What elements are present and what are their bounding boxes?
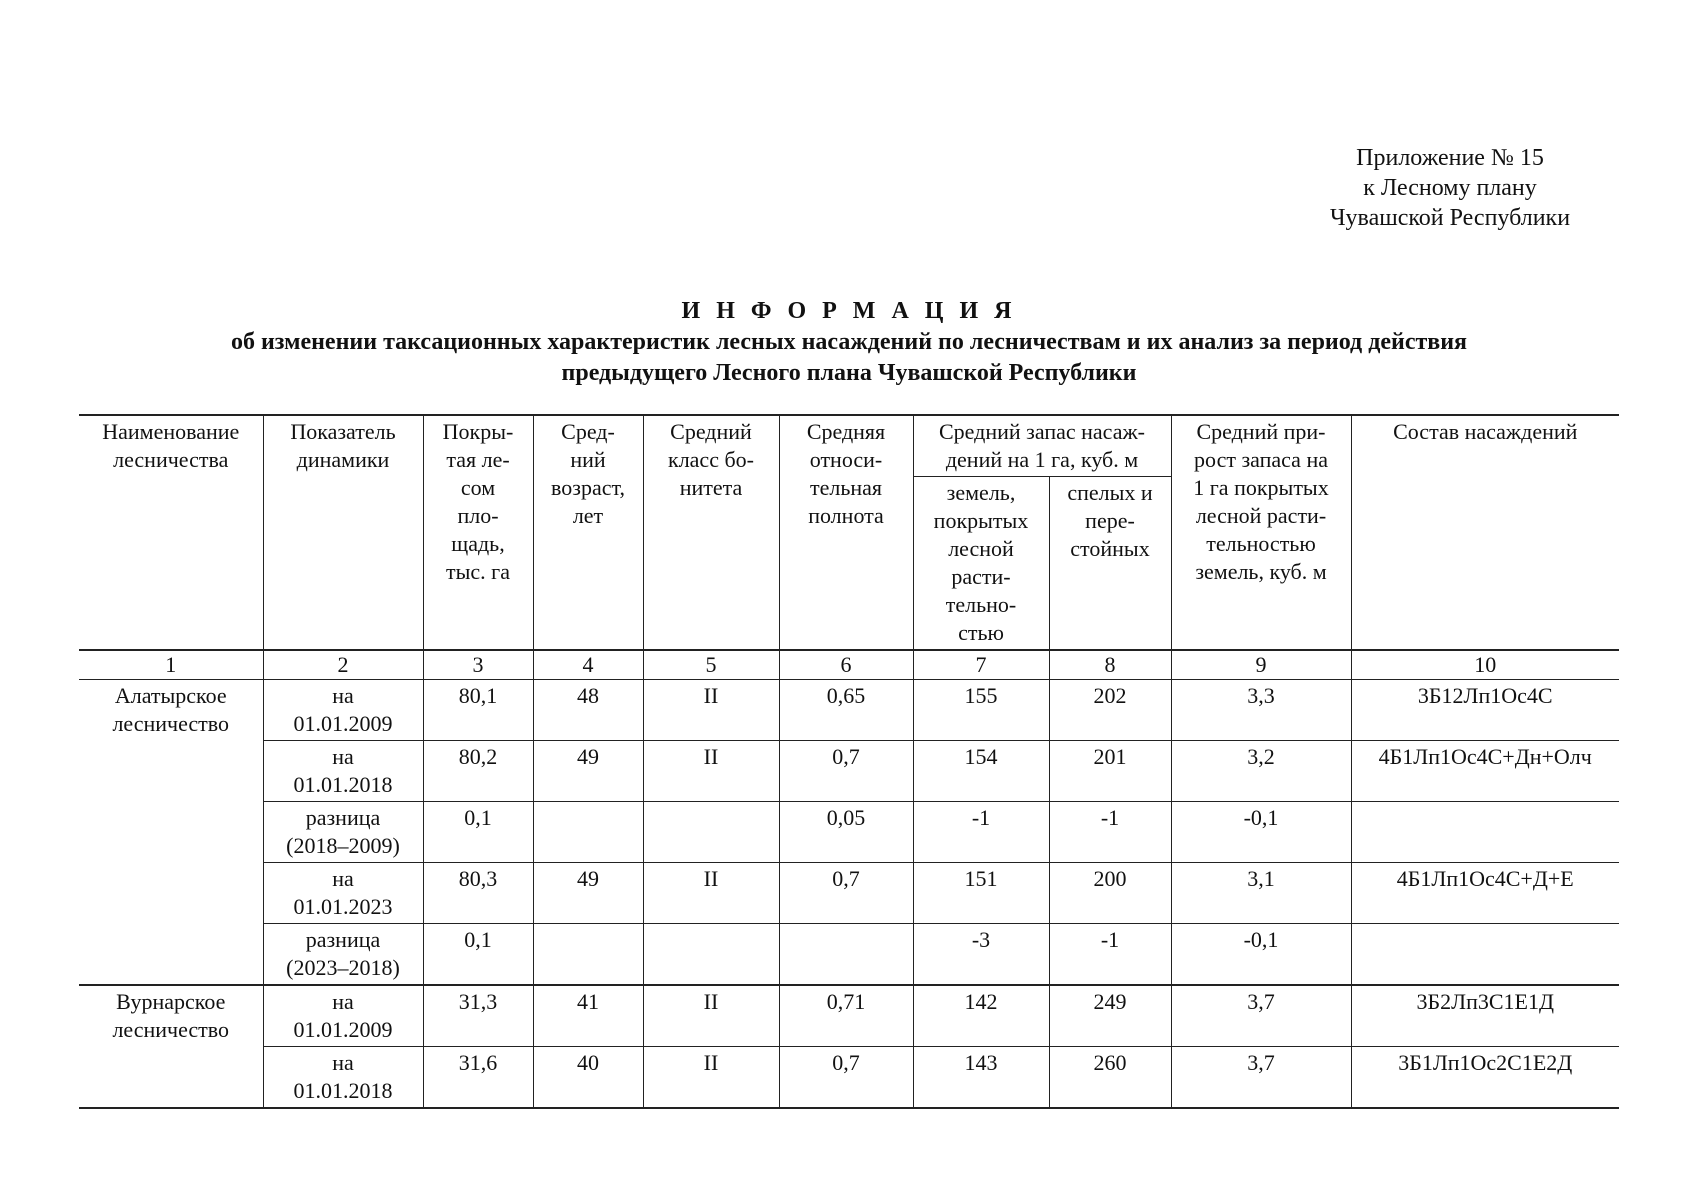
bonitet-cell: II [643,985,779,1047]
header-composition [1351,415,1619,650]
bonitet-cell: II [643,680,779,741]
title-subtitle-line-2: предыдущего Лесного плана Чувашской Республики [561,360,1137,386]
table-body [79,680,1619,1109]
age-cell [533,802,643,863]
cell-line: динамики [296,447,390,472]
cell-line: 01.01.2023 [293,894,393,919]
bonitet-cell: II [643,1047,779,1109]
area-cell: 80,2 [423,741,533,802]
cell-line: разница [305,805,381,830]
cell-line: лесной [948,536,1014,561]
density-cell: 0,7 [779,741,913,802]
column-number: 2 [263,650,423,680]
document-title [79,296,1619,389]
increment-cell: 3,1 [1171,863,1351,924]
cell-line: 01.01.2018 [293,1078,393,1103]
column-numbers-row [79,650,1619,680]
title-subtitle-line-1: об изменении таксационных характеристик лесных насаждений по лесничествам и их анализ за период действия [230,329,1468,355]
cell-line: возраст, [551,475,625,500]
cell-line: покрытых [933,508,1029,533]
area-cell: 80,1 [423,680,533,741]
cell-line: Показатель [290,419,396,444]
age-cell: 49 [533,863,643,924]
stock-mature-cell: 260 [1049,1047,1171,1109]
column-number: 8 [1049,650,1171,680]
cell-line: дений на 1 га, куб. м [945,447,1139,472]
cell-line: Покры- [442,419,514,444]
cell-line: на [332,989,354,1014]
cell-line: стойных [1070,536,1150,561]
composition-cell: 4Б1Лп1Ос4С+Д+Е [1351,863,1619,924]
cell-line: тельно- [945,592,1017,617]
cell-line: земель, куб. м [1195,559,1327,584]
cell-line: 01.01.2009 [293,711,393,736]
stock-mature-cell: 202 [1049,680,1171,741]
density-cell: 0,05 [779,802,913,863]
density-cell: 0,65 [779,680,913,741]
composition-cell [1351,802,1619,863]
cell-line: земель, [946,480,1016,505]
header-stock-covered [913,477,1049,651]
cell-line: относи- [809,447,883,472]
column-number: 3 [423,650,533,680]
indicator-cell [263,1047,423,1109]
cell-line: тельная [809,475,883,500]
cell-line: лесной расти- [1195,503,1327,528]
cell-line: 1 га покрытых [1193,475,1329,500]
stock-covered-cell: 143 [913,1047,1049,1109]
stock-mature-cell: 201 [1049,741,1171,802]
header-stock-mature [1049,477,1171,651]
stock-mature-cell: -1 [1049,924,1171,986]
stock-covered-cell: -3 [913,924,1049,986]
table-row [79,741,1619,802]
bonitet-cell [643,924,779,986]
stock-mature-cell: 200 [1049,863,1171,924]
indicator-cell [263,863,423,924]
table-row [79,802,1619,863]
age-cell: 48 [533,680,643,741]
cell-line: лесничества [113,447,229,472]
cell-line: полнота [808,503,884,528]
column-number: 6 [779,650,913,680]
increment-cell: 3,7 [1171,1047,1351,1109]
increment-cell: 3,2 [1171,741,1351,802]
table-row [79,1047,1619,1109]
table-row [79,680,1619,741]
cell-line: класс бо- [668,447,754,472]
cell-line: (2018–2009) [286,833,400,858]
age-cell [533,924,643,986]
cell-line: тельностью [1206,531,1316,556]
increment-cell: 3,7 [1171,985,1351,1047]
title-main: И Н Ф О Р М А Ц И Я [681,298,1017,324]
composition-cell: 3Б2Лп3С1Е1Д [1351,985,1619,1047]
cell-line: Средний [670,419,752,444]
header-stock-group [913,415,1171,477]
stock-covered-cell: 155 [913,680,1049,741]
area-cell: 0,1 [423,924,533,986]
density-cell [779,924,913,986]
cell-line: тыс. га [446,559,510,584]
age-cell: 40 [533,1047,643,1109]
cell-line: спелых и [1067,480,1153,505]
cell-line: лесничество [112,711,230,736]
cell-line: Средний при- [1196,419,1326,444]
cell-line: на [332,1050,354,1075]
appendix-note [1310,143,1590,233]
cell-line: Вурнарское [116,989,226,1014]
cell-line: лет [572,503,604,528]
header-indicator [263,415,423,650]
column-number: 4 [533,650,643,680]
header-age [533,415,643,650]
column-number: 10 [1351,650,1619,680]
taxation-table [79,414,1619,1109]
area-cell: 31,6 [423,1047,533,1109]
column-number: 5 [643,650,779,680]
cell-line: Средний запас насаж- [939,419,1145,444]
cell-line: сом [460,475,496,500]
table-row [79,863,1619,924]
stock-mature-cell: 249 [1049,985,1171,1047]
cell-line: Наименование [102,419,240,444]
cell-line: разница [305,927,381,952]
table-row [79,985,1619,1047]
cell-line: на [332,683,354,708]
bonitet-cell [643,802,779,863]
stock-covered-cell: 154 [913,741,1049,802]
increment-cell: -0,1 [1171,924,1351,986]
cell-line: тая ле- [446,447,510,472]
composition-cell [1351,924,1619,986]
density-cell: 0,7 [779,863,913,924]
cell-line: щадь, [451,531,505,556]
cell-line: Состав насаждений [1393,419,1578,444]
cell-line: Алатырское [114,683,227,708]
cell-line: рост запаса на [1194,447,1328,472]
header-increment [1171,415,1351,650]
header-forestry [79,415,263,650]
cell-line: расти- [951,564,1011,589]
header-area [423,415,533,650]
composition-cell: 3Б12Лп1Ос4С [1351,680,1619,741]
cell-line: на [332,744,354,769]
density-cell: 0,71 [779,985,913,1047]
age-cell: 49 [533,741,643,802]
appendix-line-1: Приложение № 15 [1356,145,1544,171]
bonitet-cell: II [643,863,779,924]
bonitet-cell: II [643,741,779,802]
stock-covered-cell: 151 [913,863,1049,924]
header-bonitet [643,415,779,650]
cell-line: ний [570,447,606,472]
forestry-name [79,985,263,1108]
indicator-cell [263,924,423,986]
column-number: 9 [1171,650,1351,680]
cell-line: лесничество [112,1017,230,1042]
column-number: 1 [79,650,263,680]
composition-cell: 3Б1Лп1Ос2С1Е2Д [1351,1047,1619,1109]
composition-cell: 4Б1Лп1Ос4С+Дн+Олч [1351,741,1619,802]
increment-cell: -0,1 [1171,802,1351,863]
cell-line: Средняя [806,419,886,444]
column-number: 7 [913,650,1049,680]
cell-line: пере- [1085,508,1135,533]
increment-cell: 3,3 [1171,680,1351,741]
cell-line: пло- [457,503,499,528]
table-row [79,924,1619,986]
appendix-line-3: Чувашской Республики [1329,205,1571,231]
stock-covered-cell: -1 [913,802,1049,863]
indicator-cell [263,802,423,863]
cell-line: 01.01.2009 [293,1017,393,1042]
indicator-cell [263,985,423,1047]
cell-line: Сред- [561,419,615,444]
cell-line: (2023–2018) [286,955,400,980]
header-density [779,415,913,650]
stock-covered-cell: 142 [913,985,1049,1047]
header-row [79,415,1619,477]
density-cell: 0,7 [779,1047,913,1109]
cell-line: на [332,866,354,891]
stock-mature-cell: -1 [1049,802,1171,863]
indicator-cell [263,741,423,802]
appendix-line-2: к Лесному плану [1363,175,1537,201]
area-cell: 0,1 [423,802,533,863]
cell-line: 01.01.2018 [293,772,393,797]
age-cell: 41 [533,985,643,1047]
forestry-name [79,680,263,986]
cell-line: стью [958,620,1004,645]
indicator-cell [263,680,423,741]
cell-line: нитета [679,475,743,500]
area-cell: 80,3 [423,863,533,924]
area-cell: 31,3 [423,985,533,1047]
